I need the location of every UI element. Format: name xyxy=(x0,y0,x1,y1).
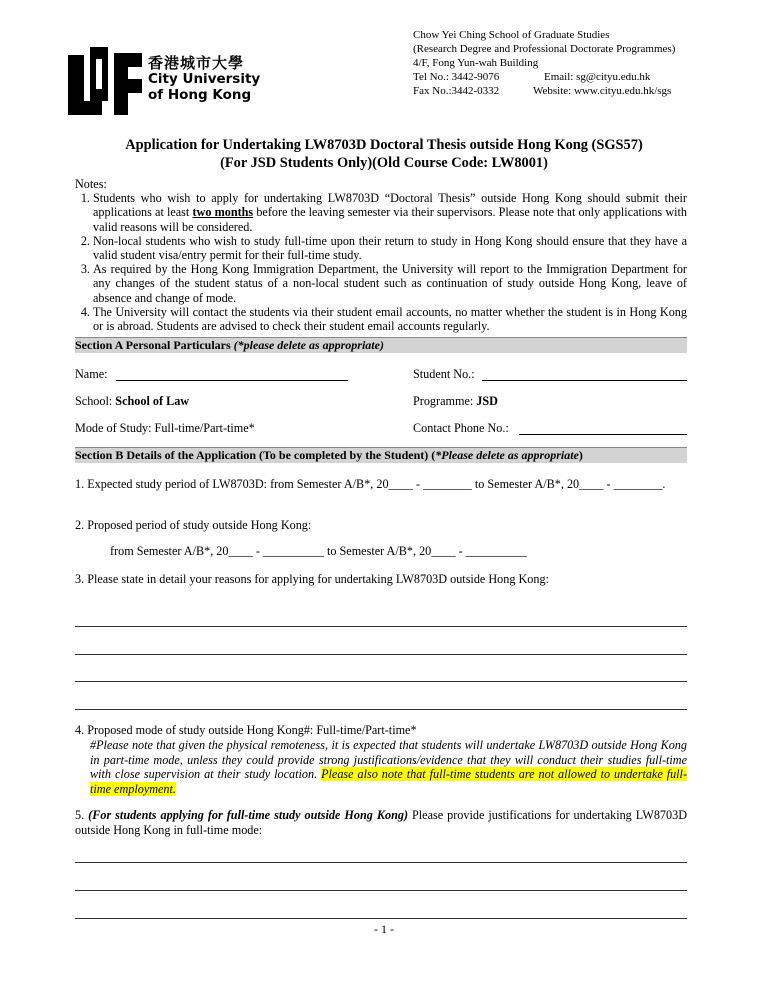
question-2-period[interactable]: from Semester A/B*, 20____ - __________ to Semester A/B*, 20____ - __________ xyxy=(110,544,527,558)
section-b-header: Section B Details of the Application (To be completed by the Student) (*Please delete as appropriate) xyxy=(75,447,687,463)
question-4-note: #Please note that given the physical remoteness, it is expected that students will undertake LW8703D outside Hong Kong in part-time mode, unless they could provide strong justifications/evidence that they will conduct their studies full-time with close supervision at their study location. Please also note that full-time students are not allowed to undertake full-time employment. xyxy=(90,738,687,796)
cityu-logo-text xyxy=(148,55,260,103)
reason-line-2[interactable] xyxy=(75,654,687,655)
contact-programmes: (Research Degree and Professional Doctorate Programmes) xyxy=(413,43,676,55)
logo-chinese-name: 香港城市大學 xyxy=(148,54,245,72)
contact-block xyxy=(413,28,675,98)
notes-block xyxy=(75,177,687,333)
contact-fax: Fax No.:3442-0332 xyxy=(413,85,500,97)
contact-school: Chow Yei Ching School of Graduate Studies xyxy=(413,29,610,41)
question-5: 5. (For students applying for full-time study outside Hong Kong) Please provide justifications for undertaking LW8703D outside Hong Kong in full-time mode: xyxy=(75,808,687,837)
student-no-label: Student No.: xyxy=(413,367,475,381)
contact-website: Website: www.cityu.edu.hk/sgs xyxy=(533,85,672,97)
name-label: Name: xyxy=(75,367,108,381)
contact-phone-field xyxy=(413,421,509,435)
name-input-line[interactable] xyxy=(116,366,348,381)
programme-field xyxy=(413,394,498,408)
name-field xyxy=(75,367,108,381)
mode-of-study-field xyxy=(75,421,255,435)
notes-heading: Notes: xyxy=(75,177,107,191)
reason-line-1[interactable] xyxy=(75,626,687,627)
question-4: 4. Proposed mode of study outside Hong Kong#: Full-time/Part-time* xyxy=(75,723,417,737)
section-a-note: (*please delete as appropriate) xyxy=(233,338,384,352)
logo-english-line2: of Hong Kong xyxy=(148,87,252,103)
question-2: 2. Proposed period of study outside Hong Kong: xyxy=(75,518,312,532)
form-title xyxy=(0,136,768,172)
question-5-condition: (For students applying for full-time study outside Hong Kong) xyxy=(88,808,408,822)
contact-address: 4/F, Fong Yun-wah Building xyxy=(413,57,539,69)
student-no-field xyxy=(413,367,475,381)
page-number: - 1 - xyxy=(374,922,394,936)
justification-line-3[interactable] xyxy=(75,918,687,919)
school-value: School of Law xyxy=(115,394,190,408)
employment-highlight: Please also note that full-time students are not allowed to undertake full-time employment. xyxy=(90,767,687,796)
note-item-4: 4. The University will contact the students via their student email accounts, no matter whether the student is in Hong Kong or is abroad. Students are advised to check their student email accounts regularly. xyxy=(93,305,687,333)
note-item-3: 3. As required by the Hong Kong Immigration Department, the University will report to the Immigration Department for any changes of the student status of a non-local student such as continuation of study outside Hong Kong, leave of absence and change of mode. xyxy=(93,262,687,305)
school-field xyxy=(75,394,189,408)
question-1[interactable]: 1. Expected study period of LW8703D: from Semester A/B*, 20____ - ________ to Semester A/B*, 20____ - ________. xyxy=(75,477,666,491)
section-b-note: *Please delete as appropriate xyxy=(435,448,579,462)
programme-value: JSD xyxy=(476,394,498,408)
contact-email: Email: sg@cityu.edu.hk xyxy=(544,71,651,83)
reason-line-4[interactable] xyxy=(75,709,687,710)
form-title-line2: (For JSD Students Only)(Old Course Code: LW8001) xyxy=(220,155,548,171)
logo-english-line1: City University xyxy=(148,71,261,87)
school-label: School: xyxy=(75,394,116,408)
form-title-line1: Application for Undertaking LW8703D Doctoral Thesis outside Hong Kong (SGS57) xyxy=(125,137,643,153)
contact-phone-input-line[interactable] xyxy=(519,420,687,435)
notes-list xyxy=(75,191,687,333)
contact-tel: Tel No.: 3442-9076 xyxy=(413,71,500,83)
reason-line-3[interactable] xyxy=(75,681,687,682)
note-item-1: 1. Students who wish to apply for undertaking LW8703D “Doctoral Thesis” outside Hong Kong should submit their applications at least two months before the leaving semester via their supervisors. Please note that only applications with valid reasons will be considered. xyxy=(93,191,687,234)
note-emphasis: two months xyxy=(192,205,254,220)
justification-line-2[interactable] xyxy=(75,890,687,891)
justification-line-1[interactable] xyxy=(75,862,687,863)
mode-of-study-label: Mode of Study: Full-time/Part-time* xyxy=(75,421,255,435)
contact-phone-label: Contact Phone No.: xyxy=(413,421,509,435)
note-item-2: 2. Non-local students who wish to study full-time upon their return to study in Hong Kong should ensure that they have a valid student visa/entry permit for their full-time study. xyxy=(93,234,687,262)
cityu-logo-mark xyxy=(68,45,142,119)
question-3: 3. Please state in detail your reasons for applying for undertaking LW8703D outside Hong Kong: xyxy=(75,572,549,586)
programme-label: Programme: xyxy=(413,394,477,408)
student-no-input-line[interactable] xyxy=(482,366,687,381)
section-a-header: Section A Personal Particulars (*please delete as appropriate) xyxy=(75,337,687,353)
